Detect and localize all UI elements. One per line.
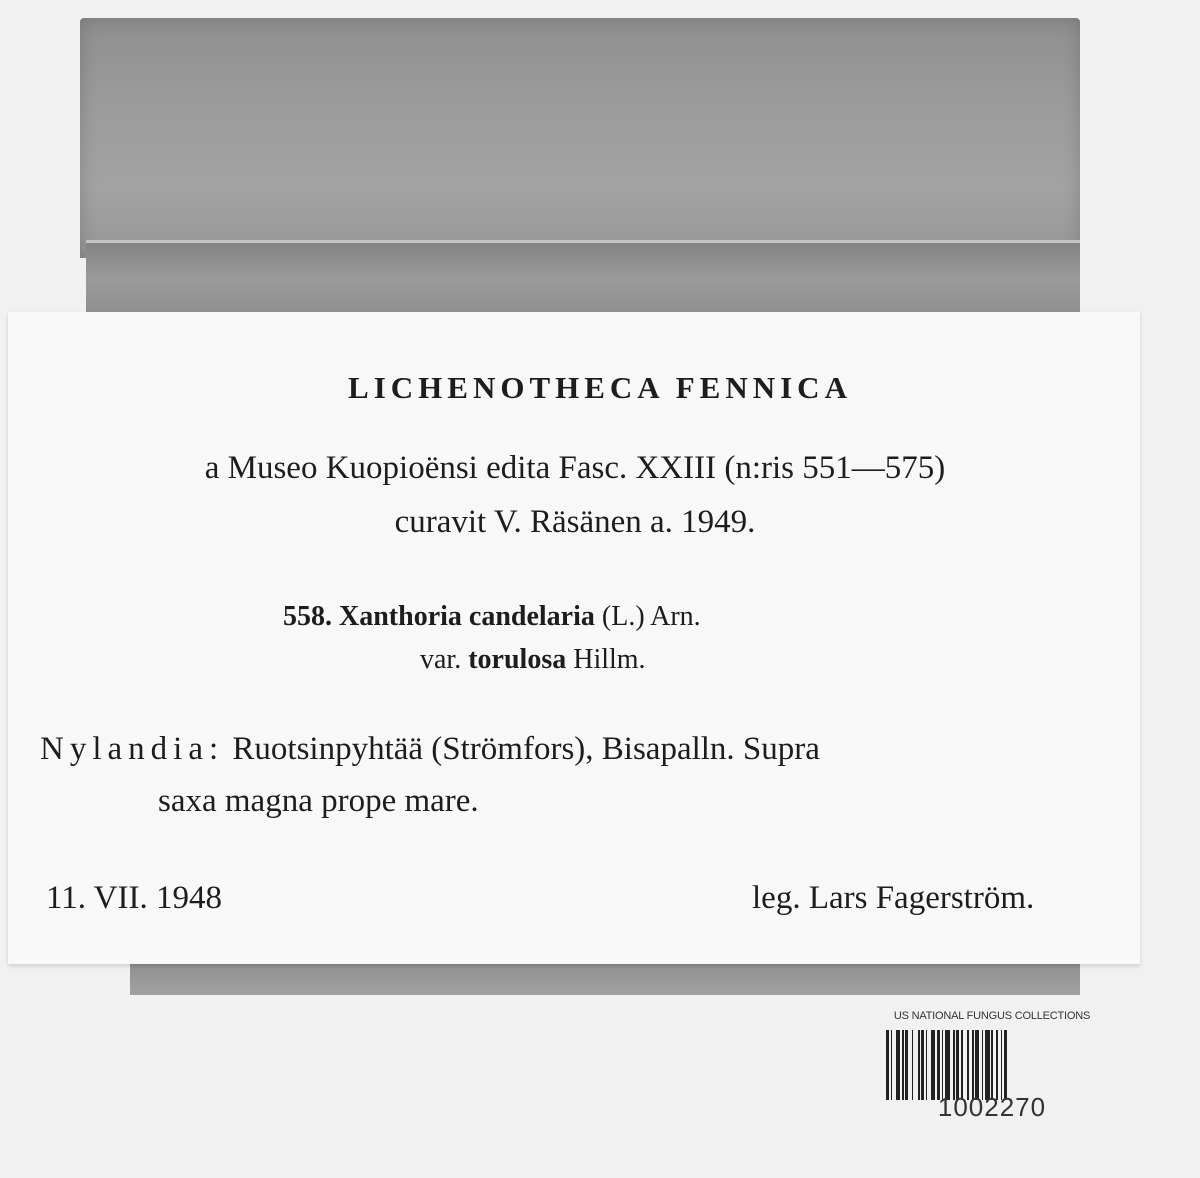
- variety-line: [420, 646, 646, 674]
- barcode-sticker: [876, 1010, 1108, 1122]
- species-author: (L.) Arn.: [601, 601, 701, 632]
- variety-author: Hillm.: [573, 644, 646, 675]
- barcode: [886, 1030, 1098, 1100]
- specimen-packet: [80, 18, 1080, 258]
- label-title: LICHENOTHECA FENNICA: [348, 370, 852, 405]
- species-name: Xanthoria candelaria: [339, 601, 595, 632]
- specimen-number: 558.: [283, 601, 332, 632]
- var-prefix: var.: [420, 644, 462, 675]
- collection-date: 11. VII. 1948: [46, 880, 222, 916]
- locality-line: [40, 733, 820, 766]
- barcode-number: 1002270: [937, 1092, 1047, 1122]
- packet-fold: [86, 240, 1080, 323]
- region-name: Nylandia:: [40, 731, 225, 767]
- edition-line: a Museo Kuopioënsi edita Fasc. XXIII (n:ris 551—575): [204, 450, 946, 486]
- curator-line: curavit V. Räsänen a. 1949.: [394, 504, 756, 540]
- variety-name: torulosa: [468, 644, 567, 675]
- collector-name: leg. Lars Fagerström.: [752, 880, 1035, 916]
- place-name: Ruotsinpyhtää (Strömfors), Bisapalln. Supra: [232, 731, 820, 767]
- specimen-name: [283, 603, 701, 631]
- herbarium-label: [8, 312, 1140, 964]
- barcode-caption: US NATIONAL FUNGUS COLLECTIONS: [893, 1010, 1091, 1022]
- habitat-line: saxa magna prope mare.: [158, 783, 479, 819]
